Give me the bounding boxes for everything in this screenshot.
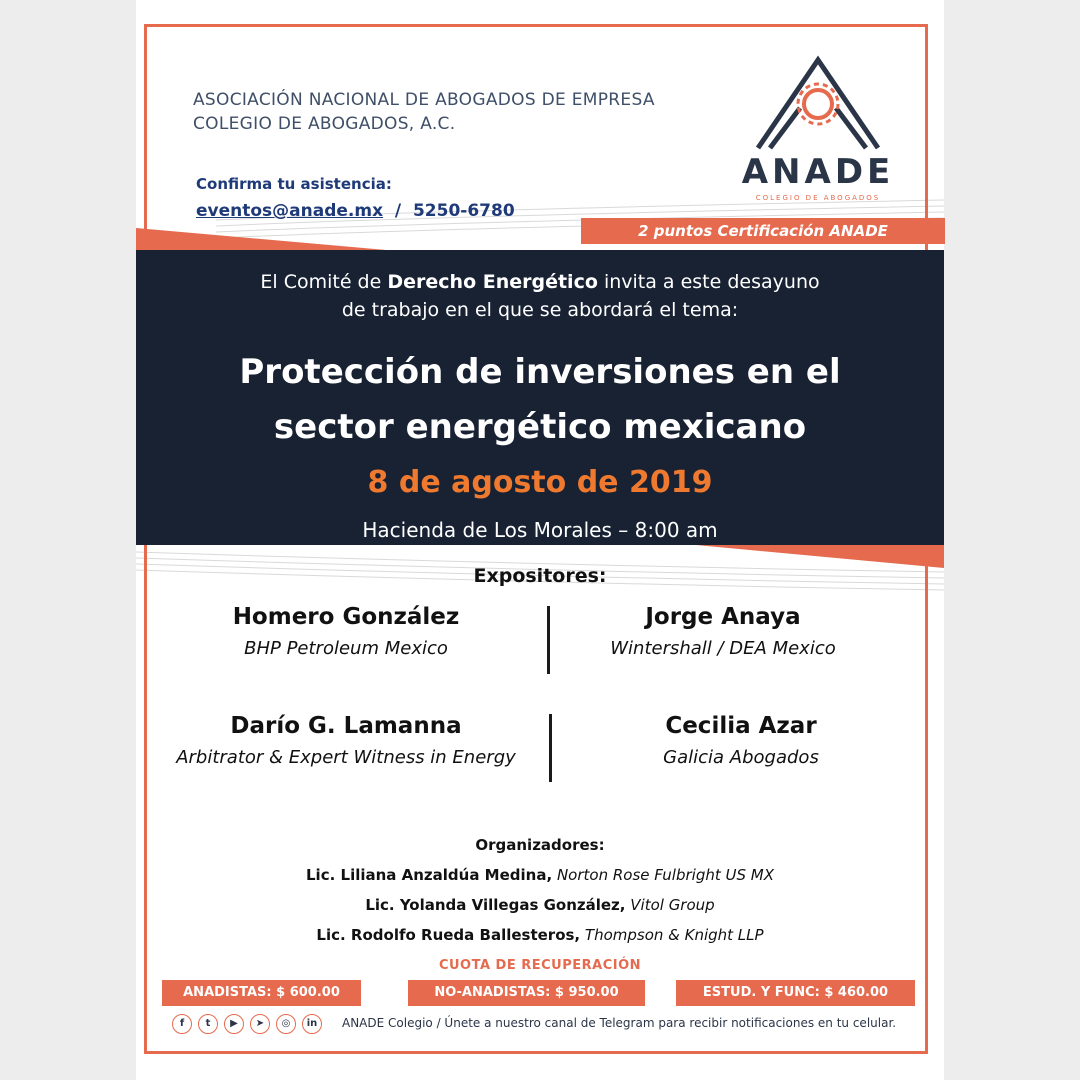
association-name [193,88,655,136]
logo-subtitle: COLEGIO DE ABOGADOS [755,194,881,202]
rsvp-phone: 5250-6780 [412,201,515,221]
intro-line-2: de trabajo en el que se abordará el tema: [341,299,739,321]
organizer-row [0,896,1080,914]
event-title-line-1: Protección de inversiones en el [239,352,841,392]
organizer-name: Lic. Yolanda Villegas González, [365,896,626,914]
intro-suffix: invita a este desayuno [603,271,820,293]
fee-badge: NO-ANADISTAS: $ 950.00 [408,980,645,1006]
band-intro [0,268,1080,324]
organizer-firm: Thompson & Knight LLP [584,926,764,944]
fee-badge: ANADISTAS: $ 600.00 [162,980,361,1006]
organizer-name: Lic. Rodolfo Rueda Ballesteros, [316,926,581,944]
organizer-firm: Vitol Group [630,896,715,914]
speaker-card [146,713,546,768]
intro-prefix: El Comité de [260,271,382,293]
facebook-icon[interactable]: f [172,1014,192,1034]
anade-logo [728,52,908,212]
event-venue: Hacienda de Los Morales – 8:00 am [362,518,718,542]
rsvp-separator: / [394,201,402,221]
speaker-name: Cecilia Azar [665,713,817,739]
rsvp-contact [196,201,515,221]
organizer-firm: Norton Rose Fulbright US MX [556,866,774,884]
organizer-name: Lic. Liliana Anzaldúa Medina, [306,866,553,884]
association-line-2: COLEGIO DE ABOGADOS, A.C. [193,114,456,134]
organizers-heading: Organizadores: [475,836,605,854]
event-title [0,345,1080,455]
logo-mark-icon [728,52,908,152]
social-links [172,1013,328,1035]
instagram-icon[interactable]: ◎ [276,1014,296,1034]
speaker-divider [549,714,552,782]
rsvp-label-suffix: : [385,175,392,193]
event-date: 8 de agosto de 2019 [367,465,713,500]
twitter-icon[interactable]: t [198,1014,218,1034]
rsvp-email-link[interactable]: eventos@anade.mx [196,201,384,221]
committee-name: Derecho Energético [387,271,598,293]
linkedin-icon[interactable]: in [302,1014,322,1034]
speaker-org: Wintershall / DEA Mexico [610,638,836,659]
speaker-org: Galicia Abogados [663,747,819,768]
telegram-icon[interactable]: ➤ [250,1014,270,1034]
speaker-org: Arbitrator & Expert Witness in Energy [176,747,516,768]
rsvp-label: Confirma tu asistencia [196,175,386,193]
speaker-org: BHP Petroleum Mexico [244,638,448,659]
rsvp-block [196,174,515,221]
logo-name: ANADE [741,152,895,192]
speakers-heading: Expositores: [473,565,607,587]
fee-badge: ESTUD. Y FUNC: $ 460.00 [676,980,915,1006]
organizer-row [0,866,1080,884]
association-line-1: ASOCIACIÓN NACIONAL DE ABOGADOS DE EMPRESA [193,90,655,110]
youtube-icon[interactable]: ▶ [224,1014,244,1034]
footer-text: ANADE Colegio / Únete a nuestro canal de Telegram para recibir notificaciones en tu celular. [342,1016,897,1030]
speaker-card [556,604,890,659]
fees-heading: CUOTA DE RECUPERACIÓN [438,958,642,973]
speaker-name: Homero González [232,604,460,630]
organizer-row [0,926,1080,944]
event-title-line-2: sector energético mexicano [273,407,807,447]
speaker-divider [547,606,550,674]
speaker-card [146,604,546,659]
certification-badge: 2 puntos Certificación ANADE [581,218,945,244]
speaker-name: Jorge Anaya [645,604,801,630]
speaker-card [556,713,926,768]
speaker-name: Darío G. Lamanna [230,713,462,739]
